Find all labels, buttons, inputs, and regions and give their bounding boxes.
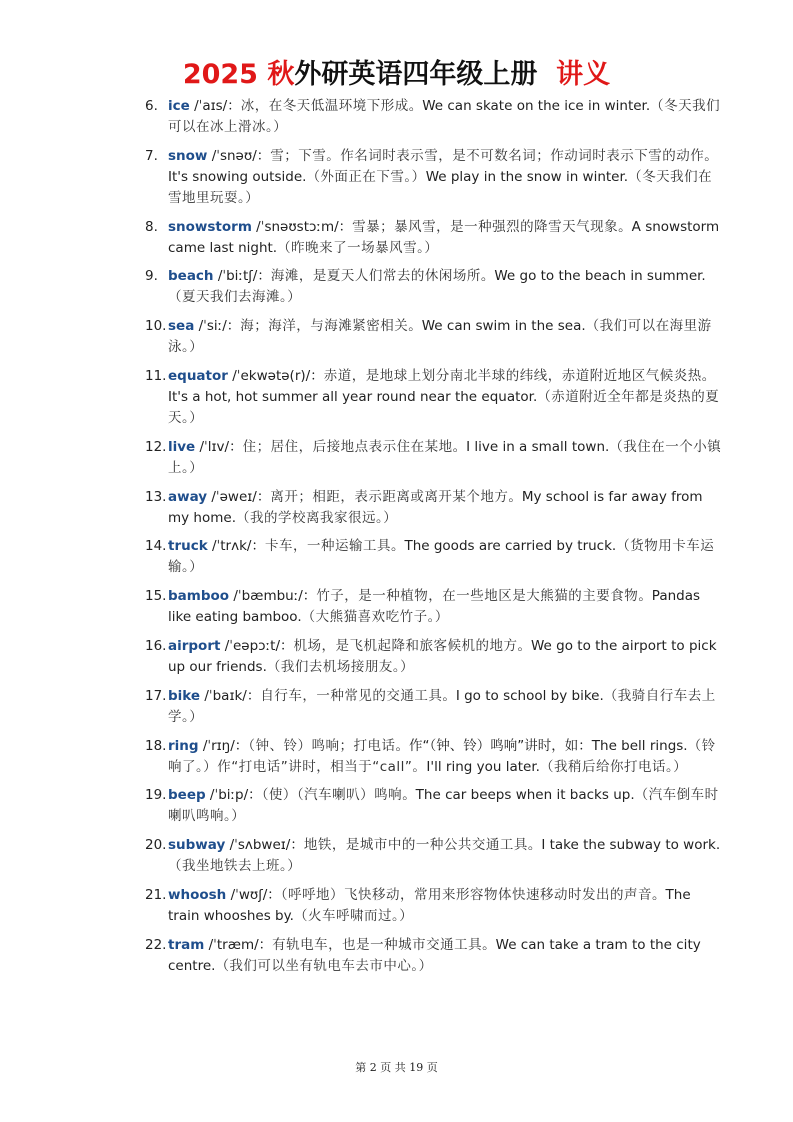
entry-chinese-translation: （我坐地铁去上班。） [168,858,302,875]
entry-chinese-definition: 有轨电车，也是一种城市交通工具 [272,936,483,953]
entry-phonetic: /ˈbiːp/： [205,787,262,804]
entry-phonetic: /ˈaɪs/： [189,98,241,114]
vocab-entry [145,487,725,529]
entry-number: 8. [145,218,158,235]
entry-number: 15. [145,588,167,605]
entry-chinese-definition: 卡车，一种运输工具 [264,538,391,555]
entry-phonetic: /ˈlɪv/： [195,438,243,455]
entry-chinese-translation: （大熊猫喜欢吃竹子。） [301,609,449,626]
entry-word: ice [168,98,190,114]
entry-english-example: 。We can swim in the sea. [408,318,586,335]
entry-word: bike [168,687,201,704]
entry-chinese-translation: （我们去机场接朋友。） [266,658,415,675]
vocab-entry [145,366,725,429]
entry-english-example: 。作“（钟、铃）鸣响”讲时，如：The bell rings. [395,737,688,754]
entry-chinese-definition: 住；居住，后接地点表示住在某地 [242,438,453,455]
entry-number: 21. [145,886,167,903]
vocab-entry [145,146,725,209]
entry-chinese-translation: （外面正在下雪。） [306,168,426,185]
title-suffix: 讲义 [556,59,611,90]
entry-phonetic: /ˈtrʌk/： [207,538,265,555]
entry-english-example: 。I live in a small town. [452,438,610,455]
entry-chinese-translation: （铃响了。）作“打电话”讲时，相当于“call”。 [168,737,716,775]
entry-english-example-2: I'll ring you later. [426,758,540,775]
vocab-entry [145,437,725,479]
entry-english-example: 。We can skate on the ice in winter. [408,98,651,114]
vocab-entry [145,316,725,358]
entry-english-example: 。I take the subway to work. [527,837,721,854]
entry-chinese-definition: 离开；相距，表示距离或离开某个地方 [270,488,509,505]
entry-chinese-definition: 竹子，是一种植物，在一些地区是大熊猫的主要食物 [316,588,639,605]
entry-phonetic: /ˈəweɪ/： [207,488,271,505]
entry-word: sea [168,318,195,335]
entry-phonetic: /ˈbæmbuː/： [229,588,317,605]
entry-english-example: 。We can take a tram to the city centre. [168,936,701,974]
entry-word: bamboo [168,588,230,605]
entry-chinese-translation: （我们可以坐有轨电车去市中心。） [215,957,433,974]
vocabulary-list [145,96,725,985]
entry-number: 17. [145,687,167,704]
entry-chinese-definition: （使）（汽车喇叭）鸣响 [261,787,403,804]
entry-chinese-definition: 雪暴；暴风雪，是一种强烈的降雪天气现象 [352,218,619,235]
entry-word: beach [168,268,214,285]
entry-chinese-translation: （昨晚来了一场暴风雪。） [277,239,439,256]
entry-english-example: 。The train whooshes by. [168,886,691,924]
entry-number: 14. [145,538,167,555]
entry-chinese-translation-2: （冬天我们在雪地里玩耍。） [168,168,713,206]
entry-word: airport [168,637,221,654]
entry-phonetic: /ˈbaɪk/： [200,687,261,704]
entry-word: subway [168,837,226,854]
vocab-entry [145,586,725,628]
entry-number: 12. [145,438,167,455]
entry-word: equator [168,367,228,384]
entry-chinese-translation: （冬天我们可以在冰上滑冰。） [168,98,721,135]
vocab-entry [145,217,725,259]
entry-phonetic: /ˈtræm/： [204,936,273,953]
vocab-entry [145,536,725,578]
entry-word: truck [168,538,208,555]
entry-word: snowstorm [168,218,252,235]
vocab-entry [145,96,725,138]
entry-phonetic: /ˈeəpɔːt/： [220,637,294,654]
entry-chinese-definition: 地铁，是城市中的一种公共交通工具 [303,837,528,854]
document-title [0,52,793,91]
vocab-entry [145,686,725,728]
entry-chinese-translation: （我的学校离我家很远。） [236,509,398,526]
entry-number: 6. [145,98,158,114]
entry-chinese-translation: （夏天我们去海滩。） [168,289,302,306]
vocab-entry [145,636,725,678]
entry-english-example: 。We go to the beach in summer. [480,268,706,285]
entry-number: 13. [145,488,167,505]
vocab-entry [145,835,725,877]
entry-chinese-translation: （我住在一个小镇上。） [168,438,722,476]
vocab-entry [145,885,725,927]
entry-phonetic: /ˈbiːtʃ/： [213,268,271,285]
entry-word: snow [168,147,208,164]
entry-english-example: 。The car beeps when it backs up. [402,787,635,804]
entry-english-example: 。A snowstorm came last night. [168,218,720,256]
entry-english-example: 。I go to school by bike. [442,687,604,704]
entry-phonetic: /ˈsiː/： [194,318,241,335]
entry-word: ring [168,737,199,754]
entry-chinese-definition: 冰，在冬天低温环境下形成 [240,98,409,114]
entry-english-example-2: We play in the snow in winter. [425,168,629,185]
entry-word: whoosh [168,886,227,903]
entry-english-example: 。It's a hot, hot summer all year round near the equator. [168,367,716,405]
entry-chinese-definition: 雪；下雪。作名词时表示雪，是不可数名词；作动词时表示下雪的动作 [270,147,705,164]
entry-phonetic: /ˈsnəʊstɔːm/： [251,218,353,235]
entry-chinese-translation: （我们可以在海里游泳。） [168,318,712,356]
entry-chinese-translation: （火车呼啸而过。） [293,907,414,924]
entry-chinese-definition: 海；海洋，与海滩紧密相关 [240,318,409,335]
entry-chinese-definition: 机场，是飞机起降和旅客候机的地方 [293,637,518,654]
title-year: 2025 秋 [182,59,295,90]
page-footer: 第 2 页 共 19 页 [355,1061,438,1074]
entry-number: 22. [145,936,167,953]
vocab-entry [145,935,725,977]
entry-english-example: 。We go to the airport to pick up our friends. [168,637,717,675]
entry-word: beep [168,787,206,804]
entry-word: tram [168,936,205,953]
entry-english-example: 。Pandas like eating bamboo. [168,588,701,626]
entry-word: away [168,488,208,505]
entry-number: 16. [145,637,167,654]
vocab-entry [145,785,725,827]
entry-phonetic: /ˈekwətə(r)/： [227,367,324,384]
title-main: 外研英语四年级上册 [294,59,538,90]
entry-number: 19. [145,787,167,804]
entry-chinese-definition: 海滩，是夏天人们常去的休闲场所 [270,268,481,285]
entry-word: live [168,438,196,455]
entry-number: 18. [145,737,167,754]
entry-phonetic: /ˈwʊʃ/： [226,886,281,903]
entry-chinese-translation: （我骑自行车去上学。） [168,687,716,725]
entry-number: 7. [145,147,158,164]
entry-number: 11. [145,367,167,384]
entry-phonetic: /ˈrɪŋ/： [198,737,249,754]
entry-chinese-translation: （汽车倒车时喇叭鸣响。） [168,787,719,825]
entry-chinese-translation-2: （我稍后给你打电话。） [539,758,688,775]
entry-chinese-definition: 自行车，一种常见的交通工具 [260,687,443,704]
entry-phonetic: /ˈsʌbweɪ/： [225,837,304,854]
entry-chinese-definition: （钟、铃）鸣响；打电话 [248,737,396,754]
entry-phonetic: /ˈsnəʊ/： [207,147,271,164]
vocab-entry [145,736,725,778]
vocab-entry [145,266,725,308]
entry-english-example: 。My school is far away from my home. [168,488,703,526]
entry-english-example: 。The goods are carried by truck. [390,538,617,555]
entry-number: 9. [145,268,158,285]
entry-english-example: 。It's snowing outside. [168,147,718,185]
entry-chinese-translation: （赤道附近全年都是炎热的夏天。） [168,388,720,426]
entry-chinese-translation: （货物用卡车运输。） [168,538,715,576]
entry-chinese-definition: 赤道，是地球上划分南北半球的纬线，赤道附近地区气候炎热 [323,367,702,384]
entry-chinese-definition: （呼呼地）飞快移动，常用来形容物体快速移动时发出的声音 [280,886,653,903]
entry-number: 20. [145,837,167,854]
entry-number: 10. [145,318,167,335]
